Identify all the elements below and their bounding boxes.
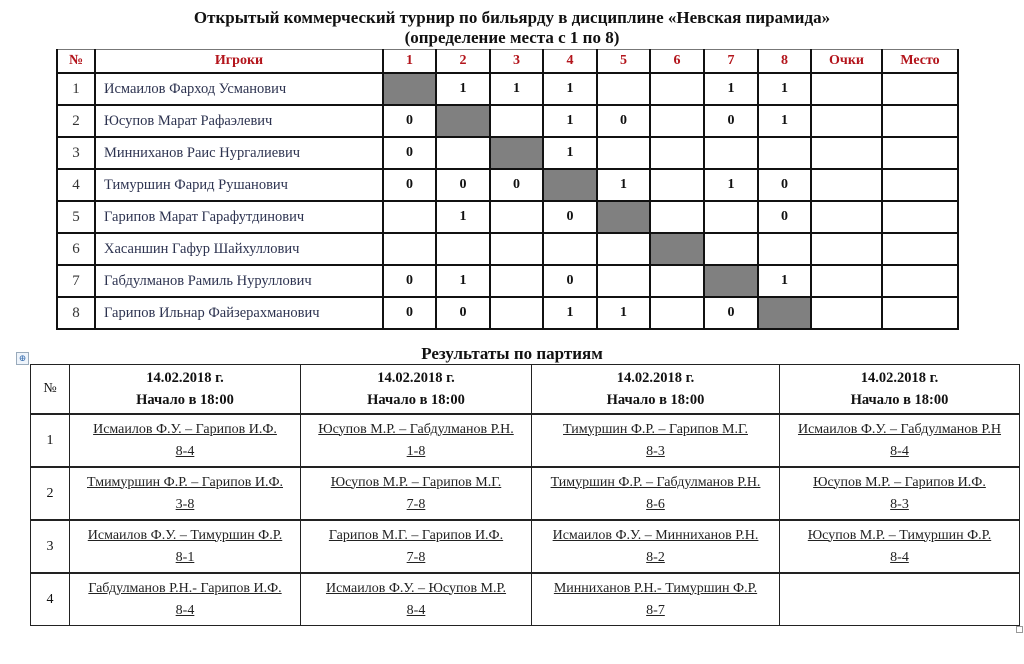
crosstable-row bbox=[57, 201, 958, 233]
round-number: 4 bbox=[31, 573, 70, 626]
game-result: 7-8 bbox=[406, 549, 426, 565]
score-cell bbox=[490, 297, 543, 329]
player-number: 6 bbox=[57, 233, 95, 265]
score-cell: 0 bbox=[436, 169, 490, 201]
schedule-header-col-1 bbox=[70, 365, 301, 415]
score-cell: 0 bbox=[383, 265, 436, 297]
score-cell: 1 bbox=[704, 73, 758, 105]
schedule-header-row bbox=[31, 365, 1020, 415]
score-cell bbox=[758, 233, 811, 265]
game-cell bbox=[780, 573, 1020, 626]
game-cell bbox=[532, 414, 780, 467]
player-number: 1 bbox=[57, 73, 95, 105]
game-result: 8-3 bbox=[646, 443, 665, 459]
player-number: 8 bbox=[57, 297, 95, 329]
game-match: Гарипов М.Г. – Гарипов И.Ф. bbox=[328, 527, 504, 543]
game-match: Юсупов М.Р. – Тимуршин Ф.Р. bbox=[807, 527, 992, 543]
header-opponent-4: 4 bbox=[543, 50, 597, 74]
player-name: Исмаилов Фарход Усманович bbox=[95, 73, 383, 105]
score-cell bbox=[436, 137, 490, 169]
crosstable-row bbox=[57, 73, 958, 105]
diagonal-cell bbox=[436, 105, 490, 137]
score-cell bbox=[704, 201, 758, 233]
col-start: Начало в 18:00 bbox=[367, 392, 465, 408]
score-cell bbox=[650, 265, 704, 297]
round-number: 3 bbox=[31, 520, 70, 573]
crosstable bbox=[56, 49, 959, 330]
score-cell: 0 bbox=[543, 201, 597, 233]
table-resize-handle[interactable] bbox=[1016, 626, 1023, 633]
score-cell bbox=[543, 233, 597, 265]
score-cell: 1 bbox=[543, 73, 597, 105]
game-match: Тимуршин Ф.Р. – Габдулманов Р.Н. bbox=[550, 474, 761, 490]
header-place: Место bbox=[882, 50, 958, 74]
header-num: № bbox=[57, 50, 95, 74]
score-cell bbox=[490, 201, 543, 233]
score-cell bbox=[490, 233, 543, 265]
game-match: Исмаилов Ф.У. – Юсупов М.Р. bbox=[325, 580, 507, 596]
tournament-title: Открытый коммерческий турнир по бильярду в дисциплине «Невская пирамида» bbox=[193, 8, 831, 27]
round-number: 1 bbox=[31, 414, 70, 467]
place-cell bbox=[882, 201, 958, 233]
crosstable-row bbox=[57, 297, 958, 329]
points-cell bbox=[811, 169, 882, 201]
score-cell bbox=[704, 137, 758, 169]
score-cell bbox=[650, 73, 704, 105]
player-number: 5 bbox=[57, 201, 95, 233]
score-cell: 0 bbox=[383, 137, 436, 169]
player-number: 4 bbox=[57, 169, 95, 201]
place-cell bbox=[882, 169, 958, 201]
score-cell: 1 bbox=[436, 73, 490, 105]
crosstable-row bbox=[57, 233, 958, 265]
game-cell bbox=[780, 467, 1020, 520]
game-cell bbox=[70, 414, 301, 467]
score-cell bbox=[436, 233, 490, 265]
points-cell bbox=[811, 73, 882, 105]
score-cell bbox=[597, 233, 650, 265]
game-cell bbox=[70, 467, 301, 520]
col-date: 14.02.2018 г. bbox=[377, 370, 455, 386]
game-result: 8-2 bbox=[646, 549, 665, 565]
score-cell bbox=[597, 137, 650, 169]
score-cell bbox=[650, 105, 704, 137]
player-name: Габдулманов Рамиль Нуруллович bbox=[95, 265, 383, 297]
score-cell: 0 bbox=[383, 297, 436, 329]
schedule-title: Результаты по партиям bbox=[421, 344, 603, 363]
game-cell bbox=[532, 467, 780, 520]
game-cell bbox=[70, 520, 301, 573]
schedule-header-col-2 bbox=[301, 365, 532, 415]
player-name: Гарипов Ильнар Файзерахманович bbox=[95, 297, 383, 329]
score-cell bbox=[490, 105, 543, 137]
game-cell bbox=[780, 414, 1020, 467]
score-cell bbox=[650, 201, 704, 233]
score-cell: 1 bbox=[543, 297, 597, 329]
header-points: Очки bbox=[811, 50, 882, 74]
header-players: Игроки bbox=[95, 50, 383, 74]
schedule-row bbox=[31, 467, 1020, 520]
schedule-header-col-4 bbox=[780, 365, 1020, 415]
game-result: 7-8 bbox=[406, 496, 426, 512]
score-cell bbox=[490, 265, 543, 297]
crosstable-row bbox=[57, 169, 958, 201]
score-cell: 1 bbox=[758, 105, 811, 137]
header-opponent-2: 2 bbox=[436, 50, 490, 74]
game-result: 8-1 bbox=[175, 549, 195, 565]
game-match: Габдулманов Р.Н.- Гарипов И.Ф. bbox=[88, 580, 282, 596]
game-cell bbox=[70, 573, 301, 626]
points-cell bbox=[811, 201, 882, 233]
game-match: Исмаилов Ф.У. – Габдулманов Р.Н bbox=[797, 421, 1002, 437]
schedule-table bbox=[30, 364, 1020, 626]
score-cell: 0 bbox=[758, 201, 811, 233]
col-start: Начало в 18:00 bbox=[850, 392, 949, 408]
header-opponent-8: 8 bbox=[758, 50, 811, 74]
game-result: 8-6 bbox=[646, 496, 665, 512]
player-name: Минниханов Раис Нургалиевич bbox=[95, 137, 383, 169]
place-cell bbox=[882, 137, 958, 169]
game-match: Минниханов Р.Н.- Тимуршин Ф.Р. bbox=[553, 580, 758, 596]
schedule-row bbox=[31, 414, 1020, 467]
col-date: 14.02.2018 г. bbox=[146, 370, 224, 386]
points-cell bbox=[811, 137, 882, 169]
score-cell: 0 bbox=[704, 105, 758, 137]
points-cell bbox=[811, 233, 882, 265]
schedule-row bbox=[31, 573, 1020, 626]
score-cell: 0 bbox=[704, 297, 758, 329]
score-cell bbox=[597, 73, 650, 105]
score-cell bbox=[650, 297, 704, 329]
diagonal-cell bbox=[704, 265, 758, 297]
round-number: 2 bbox=[31, 467, 70, 520]
game-match: Исмаилов Ф.У. – Тимуршин Ф.Р. bbox=[87, 527, 283, 543]
game-result: 8-7 bbox=[646, 602, 665, 618]
place-cell bbox=[882, 297, 958, 329]
schedule-header-col-3 bbox=[532, 365, 780, 415]
game-cell bbox=[780, 520, 1020, 573]
score-cell bbox=[383, 201, 436, 233]
score-cell: 0 bbox=[383, 169, 436, 201]
place-cell bbox=[882, 73, 958, 105]
points-cell bbox=[811, 265, 882, 297]
score-cell: 1 bbox=[436, 265, 490, 297]
score-cell bbox=[650, 169, 704, 201]
game-cell bbox=[301, 520, 532, 573]
game-result: 8-4 bbox=[890, 443, 909, 459]
score-cell: 0 bbox=[490, 169, 543, 201]
player-number: 3 bbox=[57, 137, 95, 169]
player-name: Юсупов Марат Рафаэлевич bbox=[95, 105, 383, 137]
game-result: 3-8 bbox=[175, 496, 195, 512]
header-opponent-6: 6 bbox=[650, 50, 704, 74]
score-cell bbox=[597, 265, 650, 297]
points-cell bbox=[811, 105, 882, 137]
game-result: 8-4 bbox=[175, 443, 195, 459]
player-number: 2 bbox=[57, 105, 95, 137]
crosstable-row bbox=[57, 265, 958, 297]
game-result: 8-4 bbox=[406, 602, 426, 618]
game-result: 1-8 bbox=[406, 443, 426, 459]
game-cell bbox=[532, 520, 780, 573]
score-cell: 1 bbox=[543, 105, 597, 137]
game-match: Исмаилов Ф.У. – Минниханов Р.Н. bbox=[552, 527, 759, 543]
schedule-header-num: № bbox=[31, 365, 70, 415]
score-cell: 0 bbox=[597, 105, 650, 137]
game-match: Юсупов М.Р. – Гарипов М.Г. bbox=[330, 474, 502, 490]
crosstable-row bbox=[57, 105, 958, 137]
place-cell bbox=[882, 105, 958, 137]
header-opponent-1: 1 bbox=[383, 50, 436, 74]
header-opponent-3: 3 bbox=[490, 50, 543, 74]
score-cell: 0 bbox=[383, 105, 436, 137]
score-cell: 1 bbox=[597, 169, 650, 201]
score-cell bbox=[383, 233, 436, 265]
score-cell: 1 bbox=[758, 265, 811, 297]
crosstable-header-row bbox=[57, 50, 958, 74]
diagonal-cell bbox=[597, 201, 650, 233]
score-cell: 1 bbox=[704, 169, 758, 201]
game-cell bbox=[301, 414, 532, 467]
game-match: Юсупов М.Р. – Габдулманов Р.Н. bbox=[318, 421, 514, 437]
score-cell: 1 bbox=[436, 201, 490, 233]
crosstable-row bbox=[57, 137, 958, 169]
header-opponent-7: 7 bbox=[704, 50, 758, 74]
score-cell bbox=[758, 137, 811, 169]
player-name: Гарипов Марат Гарафутдинович bbox=[95, 201, 383, 233]
points-cell bbox=[811, 297, 882, 329]
player-name: Тимуршин Фарид Рушанович bbox=[95, 169, 383, 201]
score-cell: 1 bbox=[543, 137, 597, 169]
score-cell: 1 bbox=[597, 297, 650, 329]
score-cell: 1 bbox=[490, 73, 543, 105]
place-cell bbox=[882, 233, 958, 265]
game-cell bbox=[301, 573, 532, 626]
score-cell bbox=[704, 233, 758, 265]
col-start: Начало в 18:00 bbox=[606, 392, 705, 408]
score-cell bbox=[650, 137, 704, 169]
game-cell bbox=[301, 467, 532, 520]
score-cell: 0 bbox=[758, 169, 811, 201]
col-date: 14.02.2018 г. bbox=[860, 370, 939, 386]
game-match: Юсупов М.Р. – Гарипов И.Ф. bbox=[813, 474, 986, 490]
game-match: Тмимуршин Ф.Р. – Гарипов И.Ф. bbox=[87, 474, 283, 490]
schedule-row bbox=[31, 520, 1020, 573]
diagonal-cell bbox=[383, 73, 436, 105]
header-opponent-5: 5 bbox=[597, 50, 650, 74]
score-cell: 0 bbox=[436, 297, 490, 329]
diagonal-cell bbox=[758, 297, 811, 329]
game-result: 8-4 bbox=[890, 549, 909, 565]
game-match: Исмаилов Ф.У. – Гарипов И.Ф. bbox=[93, 421, 277, 437]
score-cell: 0 bbox=[543, 265, 597, 297]
score-cell: 1 bbox=[758, 73, 811, 105]
player-number: 7 bbox=[57, 265, 95, 297]
col-start: Начало в 18:00 bbox=[136, 392, 234, 408]
game-result: 8-4 bbox=[175, 602, 195, 618]
game-cell bbox=[532, 573, 780, 626]
tournament-subtitle: (определение места с 1 по 8) bbox=[404, 28, 620, 47]
col-date: 14.02.2018 г. bbox=[616, 370, 695, 386]
diagonal-cell bbox=[650, 233, 704, 265]
diagonal-cell bbox=[490, 137, 543, 169]
game-match: Тимуршин Ф.Р. – Гарипов М.Г. bbox=[563, 421, 748, 437]
place-cell bbox=[882, 265, 958, 297]
diagonal-cell bbox=[543, 169, 597, 201]
game-result: 8-3 bbox=[890, 496, 909, 512]
table-move-handle-icon[interactable]: ⊕ bbox=[16, 352, 29, 365]
player-name: Хасаншин Гафур Шайхуллович bbox=[95, 233, 383, 265]
